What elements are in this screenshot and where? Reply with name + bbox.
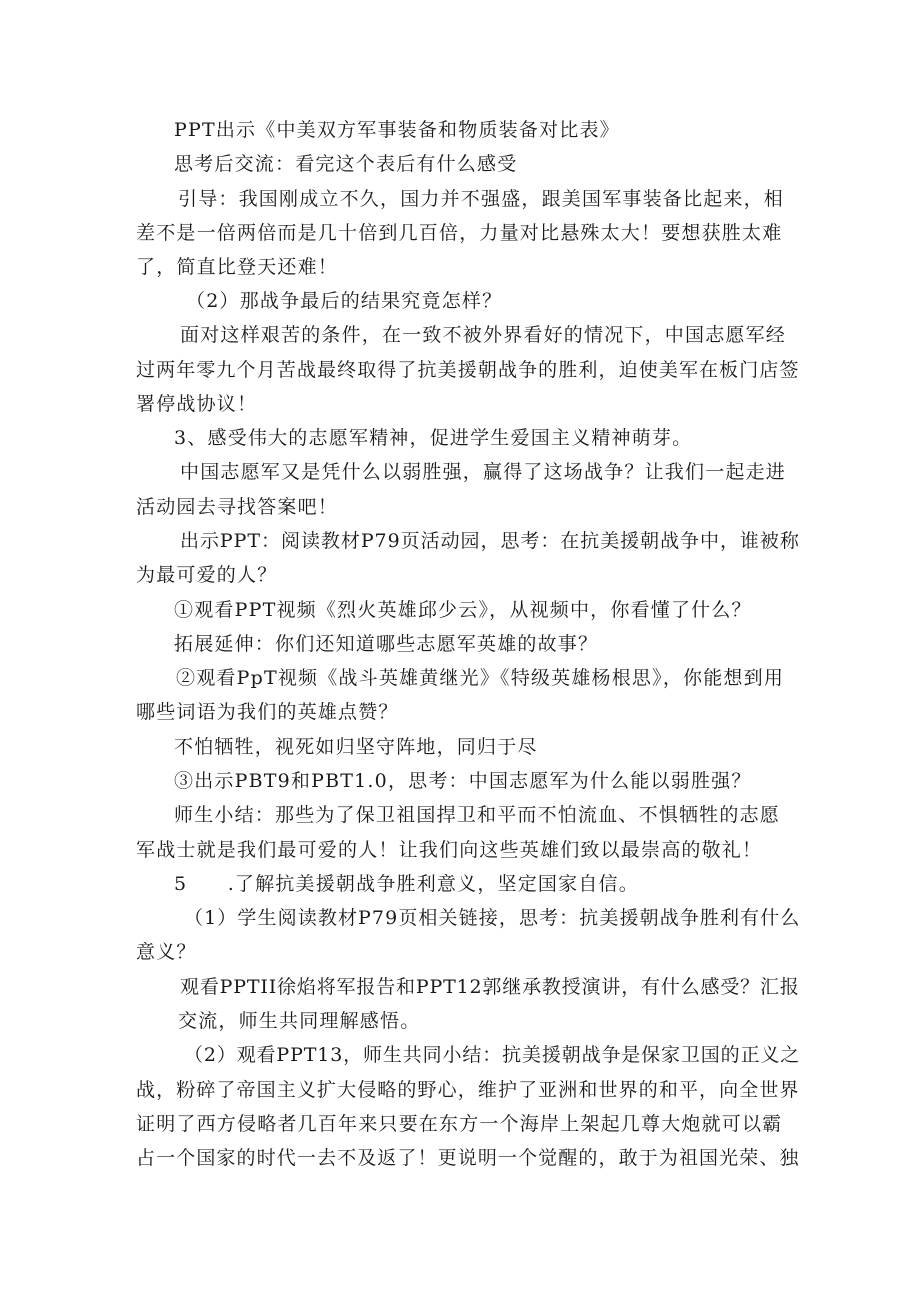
text-line: PPT出示《中美双方军事装备和物质装备对比表》 <box>174 119 620 141</box>
text-line: 军战士就是我们最可爱的人！让我们向这些英雄们致以最崇高的敬礼！ <box>136 839 763 861</box>
text-line: 思考后交流：看完这个表后有什么感受 <box>174 153 518 175</box>
text-line: 署停战协议！ <box>136 393 258 415</box>
text-line: （1）学生阅读教材P79页相关链接，思考：抗美援朝战争胜利有什么 <box>184 907 801 929</box>
text-line: 了，简直比登天还难！ <box>136 256 339 278</box>
text-line: 师生小结：那些为了保卫祖国捍卫和平而不怕流血、不惧牺牲的志愿 <box>174 804 781 826</box>
text-line: 意义？ <box>136 941 197 963</box>
text-line: 过两年零九个月苦战最终取得了抗美援朝战争的胜利，迫使美军在板门店签 <box>136 359 800 381</box>
text-line: 中国志愿军又是凭什么以弱胜强，赢得了这场战争？让我们一起走进 <box>180 461 787 483</box>
text-line: 拓展延伸：你们还知道哪些志愿军英雄的故事？ <box>174 633 599 655</box>
text-line: ②观看PpT视频《战斗英雄黄继光》《特级英雄杨根思》，你能想到用 <box>176 667 785 689</box>
text-line: 战，粉碎了帝国主义扩大侵略的野心，维护了亚洲和世界的和平，向全世界 <box>136 1079 800 1101</box>
text-line: 引导：我国刚成立不久，国力并不强盛，跟美国军事装备比起来，相 <box>178 188 785 210</box>
text-line: （2）观看PPT13，师生共同小结：抗美援朝战争是保家卫国的正义之 <box>184 1044 801 1066</box>
text-line: 出示PPT：阅读教材P79页活动园，思考：在抗美援朝战争中，谁被称 <box>180 530 800 552</box>
text-line: 面对这样艰苦的条件，在一致不被外界看好的情况下，中国志愿军经 <box>180 324 787 346</box>
text-line: 观看PPTII徐焰将军报告和PPT12郭继承教授演讲，有什么感受？汇报 <box>180 976 800 998</box>
text-line: ③出示PBT9和PBT1.0，思考：中国志愿军为什么能以弱胜强？ <box>174 770 752 792</box>
text-line: 为最可爱的人？ <box>136 564 278 586</box>
text-line: 交流，师生共同理解感悟。 <box>178 1010 421 1032</box>
text-line: ①观看PPT视频《烈火英雄邱少云》，从视频中，你看懂了什么？ <box>174 599 752 621</box>
text-line: 不怕牺牲，视死如归坚守阵地，同归于尽 <box>174 736 538 758</box>
text-line: 证明了西方侵略者几百年来只要在东方一个海岸上架起几尊大炮就可以霸 <box>136 1113 783 1135</box>
text-line: 哪些词语为我们的英雄点赞？ <box>136 701 399 723</box>
text-line: 5 .了解抗美援朝战争胜利意义，坚定国家自信。 <box>174 873 639 895</box>
text-line: 占一个国家的时代一去不及返了！更说明一个觉醒的，敢于为祖国光荣、独 <box>136 1147 800 1169</box>
text-line: 3、感受伟大的志愿军精神，促进学生爱国主义精神萌芽。 <box>174 427 693 449</box>
text-line: 差不是一倍两倍而是几十倍到几百倍，力量对比悬殊太大！要想获胜太难 <box>136 222 783 244</box>
text-line: （2）那战争最后的结果究竟怎样？ <box>186 290 503 312</box>
text-line: 活动园去寻找答案吧！ <box>136 496 339 518</box>
